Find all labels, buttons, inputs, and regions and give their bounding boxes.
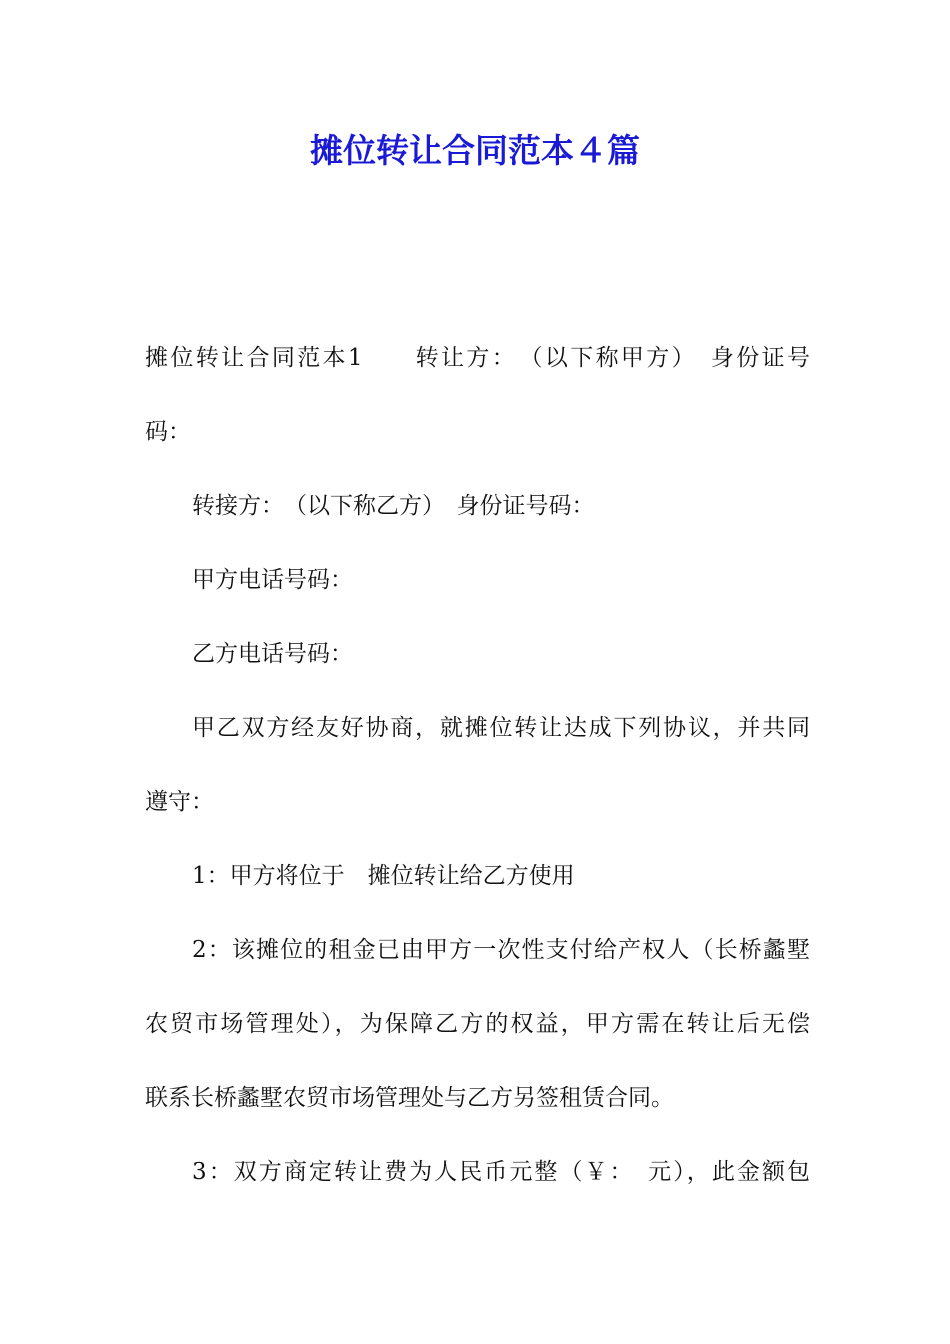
paragraph-line-agreement-intro: 甲乙双方经友好协商，就摊位转让达成下列协议，并共同 <box>192 715 810 741</box>
paragraph-line-clause-3: 3：双方商定转让费为人民币元整（￥： 元），此金额包 <box>192 1159 810 1185</box>
paragraph-line-header: 摊位转让合同范本1 转让方： （以下称甲方） 身份证号 <box>145 345 810 371</box>
paragraph-line-clause-2b: 农贸市场管理处），为保障乙方的权益，甲方需在转让后无偿 <box>145 1011 810 1037</box>
paragraph-line-clause-2c: 联系长桥蠡墅农贸市场管理处与乙方另签租赁合同。 <box>145 1085 674 1111</box>
document-title: 摊位转让合同范本４篇 <box>310 131 640 170</box>
paragraph-line-clause-2a: 2：该摊位的租金已由甲方一次性支付给产权人（长桥蠡墅 <box>192 937 810 963</box>
paragraph-line-party-b-phone: 乙方电话号码： <box>192 641 353 667</box>
paragraph-line-party-a-phone: 甲方电话号码： <box>192 567 353 593</box>
paragraph-line-clause-1: 1：甲方将位于 摊位转让给乙方使用 <box>192 863 575 889</box>
paragraph-line-transferee: 转接方： （以下称乙方） 身份证号码： <box>192 493 595 519</box>
paragraph-line-id-label: 码： <box>145 419 191 445</box>
document-body <box>145 340 810 1191</box>
paragraph-line-agreement-intro-end: 遵守： <box>145 789 214 815</box>
